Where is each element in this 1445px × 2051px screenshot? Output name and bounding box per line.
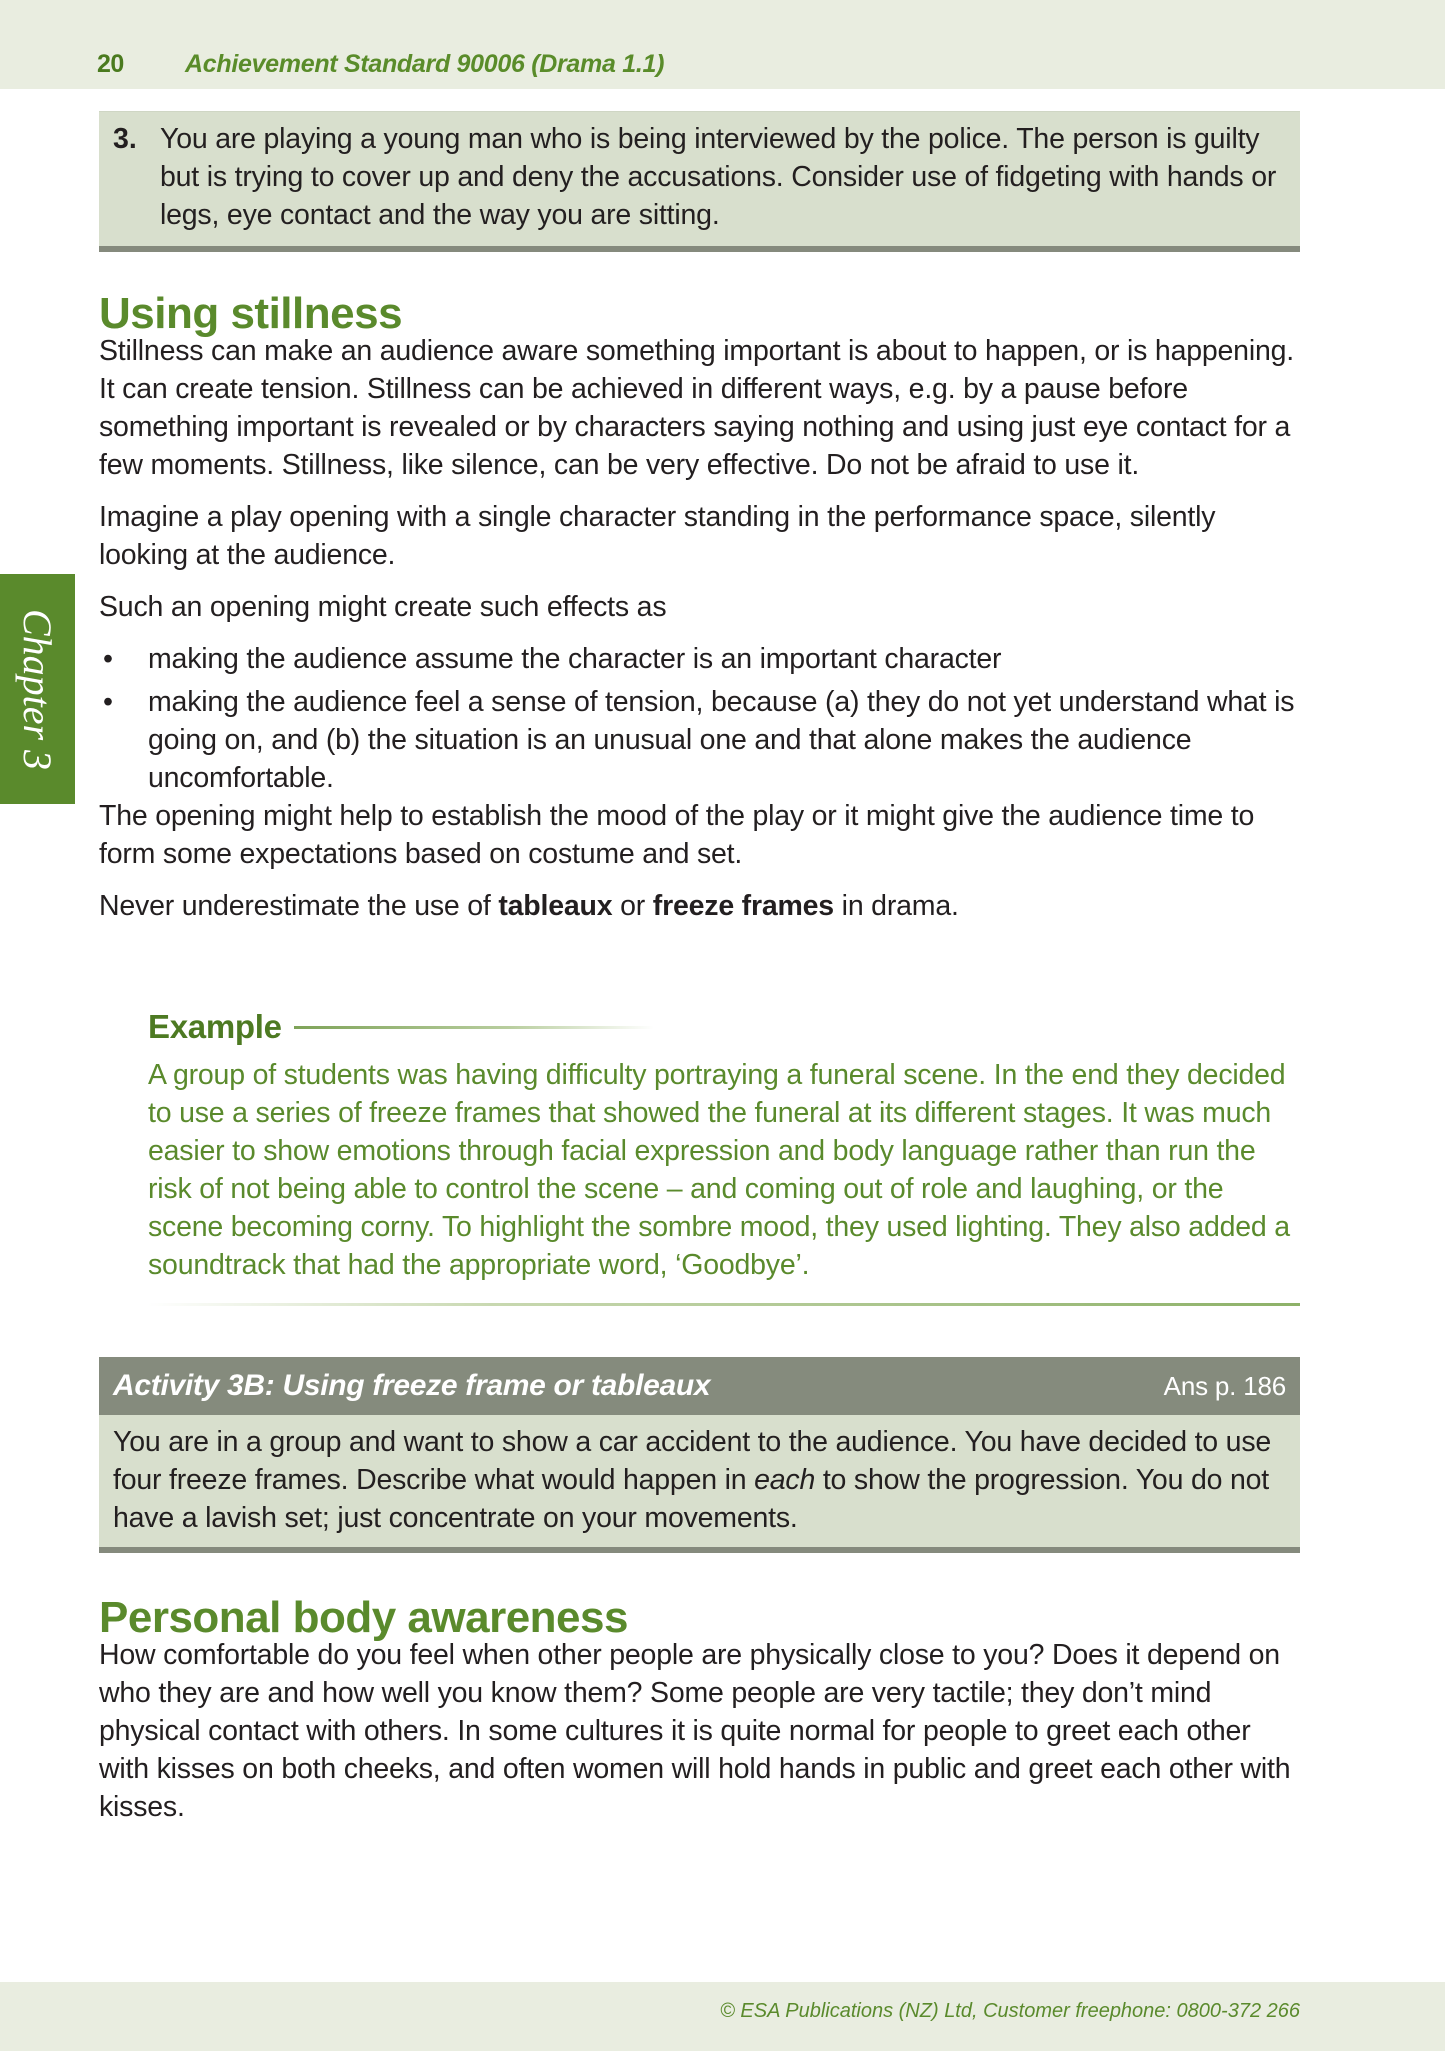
footer-copyright: © ESA Publications (NZ) Ltd, Customer freephone: 0800-372 266 <box>720 2000 1300 2022</box>
text-run: You are in a group and want to show a car accident to the audience. You have decided to use four freeze frames. Describe what would happen in <box>113 1426 1272 1496</box>
example-text: A group of students was having difficulty portraying a funeral scene. In the end they decided to use a series of freeze frames that showed the funeral at its different stages. It was much easier to show emotions through facial expression and body language rather than run the risk of not being able to control the scene – and coming out of role and laughing, or the scene becoming corny. To highlight the sombre mood, they used lighting. They also added a soundtrack that had the appropriate word, ‘Goodbye’. <box>148 1059 1290 1281</box>
example-bottom-divider <box>148 1303 1300 1306</box>
running-head: Achievement Standard 90006 (Drama 1.1) <box>185 50 665 78</box>
bullet-list <box>99 640 1300 797</box>
section-heading-body-awareness: Personal body awareness <box>99 1593 628 1642</box>
question-box <box>99 111 1300 252</box>
bullet-item: • making the audience feel a sense of tension, because (a) they do not yet understand what is going on, and (b) the situation is an unusual one and that alone makes the audience uncomfortable. <box>99 683 1300 797</box>
text-emphasis: each <box>754 1464 816 1496</box>
example-box <box>148 1008 1300 1284</box>
activity-text <box>99 1415 1300 1553</box>
example-header <box>148 1008 1300 1046</box>
paragraph: The opening might help to establish the mood of the play or it might give the audience time to form some expectations based on costume and set. <box>99 800 1255 870</box>
activity-header <box>99 1357 1300 1415</box>
paragraph: Imagine a play opening with a single character standing in the performance space, silently looking at the audience. <box>99 501 1216 571</box>
paragraph: Stillness can make an audience aware something important is about to happen, or is happening. It can create tension. Stillness can be achieved in different ways, e.g. by a pause before something important is revealed or by characters saying nothing and using just eye contact for a few moments. Stillness, like silence, can be very effective. Do not be afraid to use it. <box>99 335 1294 481</box>
section-heading-stillness: Using stillness <box>99 289 403 338</box>
section-body-awareness <box>99 1592 1300 1826</box>
question-text: You are playing a young man who is being interviewed by the police. The person is guilty but is trying to cover up and deny the accusations. Consider use of fidgeting with hands or legs, eye contact and the way you are sitting. <box>160 123 1277 231</box>
chapter-tab <box>0 574 75 804</box>
activity-title: Activity 3B: Using freeze frame or tableaux <box>113 1369 711 1402</box>
term-freeze-frames: freeze frames <box>652 890 834 922</box>
example-divider <box>294 1026 654 1029</box>
paragraph-emphasis <box>99 887 1300 925</box>
page-number: 20 <box>97 50 124 78</box>
paragraph: Such an opening might create such effects as <box>99 591 667 623</box>
section-stillness <box>99 288 1300 925</box>
term-tableaux: tableaux <box>498 890 613 922</box>
question-number: 3. <box>113 123 137 155</box>
example-title: Example <box>148 1008 282 1045</box>
text-run: Never underestimate the use of <box>99 890 499 922</box>
activity-box <box>99 1357 1300 1553</box>
text-run: in drama. <box>833 890 959 922</box>
paragraph: How comfortable do you feel when other people are physically close to you? Does it depend on who they are and how well you know them? Some people are very tactile; they don’t mind physical contact with others. In some cultures it is quite normal for people to greet each other with kisses on both cheeks, and often women will hold hands in public and greet each other with kisses. <box>99 1639 1291 1823</box>
bullet-item: • making the audience assume the character is an important character <box>99 640 1300 678</box>
chapter-tab-label: Chapter 3 <box>15 608 60 770</box>
answer-reference: Ans p. 186 <box>1163 1370 1286 1401</box>
text-run: to show the progression. You do not have a lavish set; just concentrate on your movements. <box>113 1464 1269 1534</box>
text-run: or <box>612 890 653 922</box>
